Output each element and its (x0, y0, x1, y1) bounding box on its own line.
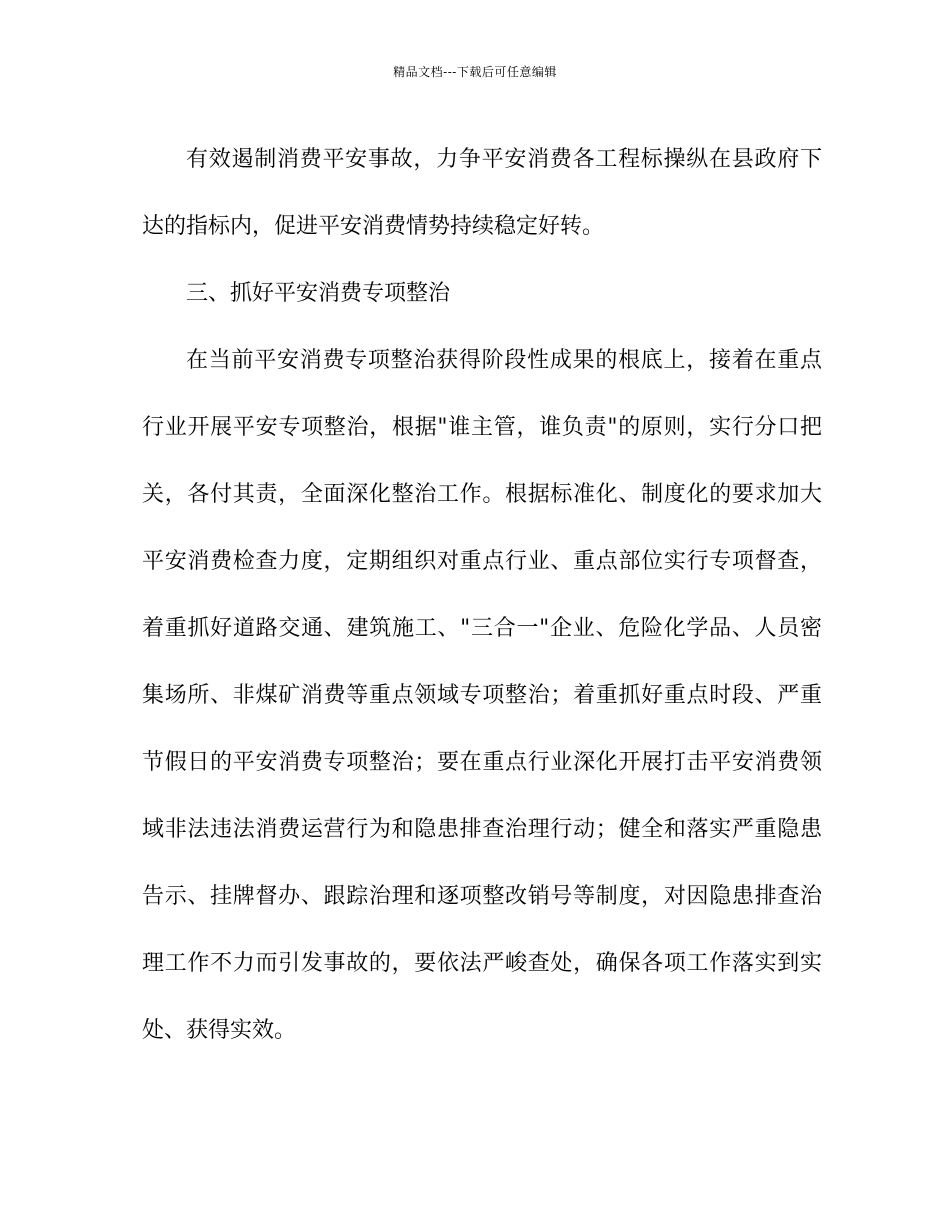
paragraph-line: 集场所、非煤矿消费等重点领域专项整治；着重抓好重点时段、严重 (142, 683, 822, 708)
section-heading: 三、抓好平安消费专项整治 (186, 281, 451, 306)
paragraph-line: 理工作不力而引发事故的，要依法严峻查处，确保各项工作落实到实 (142, 951, 822, 976)
paragraph-line: 达的指标内，促进平安消费情势持续稳定好转。 (142, 214, 605, 239)
document-body (142, 126, 822, 1064)
paragraph-line: 域非法违法消费运营行为和隐患排查治理行动；健全和落实严重隐患 (142, 817, 822, 842)
paragraph-line: 在当前平安消费专项整治获得阶段性成果的根底上，接着在重点 (186, 348, 822, 373)
paragraph-line: 行业开展平安专项整治，根据"谁主管，谁负责"的原则，实行分口把 (142, 415, 822, 440)
paragraph-line: 有效遏制消费平安事故，力争平安消费各工程标操纵在县政府下 (186, 147, 822, 172)
paragraph-line: 节假日的平安消费专项整治；要在重点行业深化开展打击平安消费领 (142, 750, 822, 775)
paragraph-line: 告示、挂牌督办、跟踪治理和逐项整改销号等制度，对因隐患排查治 (142, 884, 822, 909)
paragraph-line: 平安消费检查力度，定期组织对重点行业、重点部位实行专项督查， (142, 549, 822, 574)
paragraph-line: 着重抓好道路交通、建筑施工、"三合一"企业、危险化学品、人员密 (142, 616, 822, 641)
paragraph-line: 处、获得实效。 (142, 1018, 297, 1043)
paragraph-line: 关，各付其责，全面深化整治工作。根据标准化、制度化的要求加大 (142, 482, 822, 507)
page-header: 精品文档---下载后可任意编辑 (393, 65, 557, 79)
